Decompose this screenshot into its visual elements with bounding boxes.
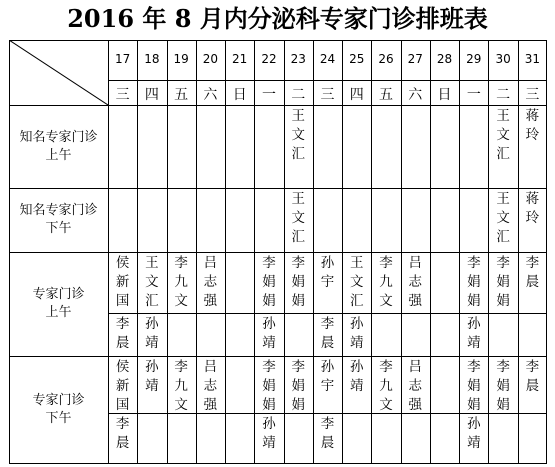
day-date: 29	[466, 52, 482, 66]
doctor-name-char: 王	[350, 255, 364, 271]
day-weekday: 日	[437, 87, 452, 103]
doctor-name-char: 孙	[320, 255, 335, 271]
doctor-name	[196, 358, 225, 413]
doctor-name	[313, 254, 342, 313]
corner-diagonal-line	[9, 40, 108, 105]
day-weekday: 六	[408, 87, 423, 103]
doctor-name-char: 孙	[320, 359, 335, 375]
doctor-name-char: 志	[408, 274, 423, 290]
doctor-name-char: 李	[467, 255, 481, 271]
doctor-name-char: 文	[291, 127, 305, 143]
doctor-name	[108, 254, 137, 313]
doctor-name-char: 李	[496, 255, 510, 271]
doctor-name-char: 王	[496, 191, 510, 207]
doctor-name-char: 娟	[467, 274, 481, 290]
day-date: 31	[524, 52, 540, 66]
doctor-name-char: 侯	[115, 255, 130, 271]
doctor-name-char: 新	[115, 378, 130, 394]
doctor-name-char: 孙	[262, 416, 276, 432]
doctor-name	[401, 254, 430, 313]
day-date: 26	[378, 52, 394, 66]
doctor-name-char: 文	[174, 397, 188, 413]
doctor-name	[488, 254, 517, 313]
doctor-name-char: 吕	[408, 255, 423, 271]
doctor-name-char: 宇	[320, 274, 335, 290]
day-weekday: 二	[496, 87, 511, 103]
doctor-name	[488, 358, 517, 413]
doctor-name	[518, 254, 547, 313]
doctor-name-char: 娟	[291, 293, 305, 309]
doctor-name-char: 蒋	[525, 191, 540, 207]
doctor-name-char: 李	[262, 359, 276, 375]
doctor-name	[342, 315, 371, 356]
doctor-name	[342, 358, 371, 413]
doctor-name-char: 王	[145, 255, 159, 271]
doctor-name-char: 李	[291, 359, 305, 375]
doctor-name-char: 李	[496, 359, 510, 375]
doctor-name-char: 靖	[467, 435, 481, 451]
doctor-name-char: 靖	[145, 378, 159, 394]
day-weekday: 一	[261, 87, 276, 103]
doctor-name-char: 侯	[115, 359, 130, 375]
doctor-name-char: 强	[203, 293, 218, 309]
doctor-name-char: 李	[174, 359, 188, 375]
doctor-name-char: 娟	[262, 293, 276, 309]
doctor-name-char: 宇	[320, 378, 335, 394]
doctor-name-char: 蒋	[525, 108, 540, 124]
doctor-name-char: 娟	[496, 293, 510, 309]
doctor-name-char: 文	[496, 210, 510, 226]
doctor-name-char: 孙	[145, 359, 159, 375]
doctor-name-char: 李	[379, 359, 393, 375]
doctor-name-char: 李	[262, 255, 276, 271]
day-weekday: 三	[320, 87, 335, 103]
doctor-name-char: 李	[379, 255, 393, 271]
doctor-name-char: 晨	[320, 335, 335, 351]
doctor-name-char: 娟	[467, 293, 481, 309]
doctor-name-char: 九	[379, 378, 393, 394]
doctor-name-char: 李	[115, 316, 130, 332]
doctor-name-char: 娟	[496, 397, 510, 413]
doctor-name-char: 强	[203, 397, 218, 413]
doctor-name	[371, 254, 400, 313]
doctor-name-char: 吕	[203, 255, 218, 271]
doctor-name-char: 娟	[467, 378, 481, 394]
doctor-name-char: 文	[496, 127, 510, 143]
doctor-name-char: 强	[408, 293, 423, 309]
doctor-name-char: 娟	[496, 274, 510, 290]
doctor-name-char: 吕	[203, 359, 218, 375]
doctor-name-char: 王	[291, 108, 305, 124]
doctor-name-char: 靖	[262, 435, 276, 451]
doctor-name-char: 李	[320, 316, 335, 332]
day-date: 28	[436, 52, 453, 66]
day-weekday: 三	[115, 87, 130, 103]
doctor-name	[284, 254, 313, 313]
day-date: 25	[349, 52, 365, 66]
doctor-name	[284, 190, 313, 252]
doctor-name-char: 靖	[467, 335, 481, 351]
doctor-name-char: 靖	[145, 335, 159, 351]
doctor-name-char: 娟	[262, 397, 276, 413]
doctor-name-char: 孙	[350, 316, 364, 332]
doctor-name	[137, 315, 166, 356]
doctor-name-char: 新	[115, 274, 130, 290]
doctor-name-char: 文	[350, 274, 364, 290]
doctor-name-char: 靖	[262, 335, 276, 351]
doctor-name	[167, 254, 196, 313]
doctor-name	[254, 315, 283, 356]
doctor-name-char: 汇	[496, 146, 510, 162]
day-date: 18	[144, 52, 160, 66]
day-weekday: 五	[379, 87, 394, 103]
doctor-name-char: 娟	[291, 378, 305, 394]
doctor-name-char: 文	[379, 397, 393, 413]
doctor-name-char: 汇	[291, 229, 305, 245]
doctor-name-char: 文	[174, 293, 188, 309]
doctor-name-char: 娟	[262, 378, 276, 394]
doctor-name	[371, 358, 400, 413]
doctor-name-char: 孙	[145, 316, 159, 332]
doctor-name	[313, 358, 342, 413]
doctor-name-char: 志	[408, 378, 423, 394]
doctor-name	[196, 254, 225, 313]
day-weekday: 四	[144, 87, 159, 103]
doctor-name-char: 李	[467, 359, 481, 375]
doctor-name-char: 靖	[350, 378, 364, 394]
doctor-name	[137, 358, 166, 413]
day-weekday: 日	[232, 87, 247, 103]
day-weekday: 三	[525, 87, 540, 103]
doctor-name-char: 娟	[291, 274, 305, 290]
day-weekday: 六	[203, 87, 218, 103]
doctor-name-char: 李	[525, 255, 540, 271]
doctor-name-char: 汇	[350, 293, 364, 309]
doctor-name	[488, 107, 517, 188]
day-weekday: 五	[174, 87, 189, 103]
doctor-name-char: 王	[496, 108, 510, 124]
doctor-name-char: 玲	[525, 127, 540, 143]
doctor-name	[401, 358, 430, 413]
doctor-name-char: 李	[115, 416, 130, 432]
day-date: 17	[114, 52, 131, 66]
doctor-name	[459, 254, 488, 313]
doctor-name-char: 汇	[145, 293, 159, 309]
doctor-name	[254, 358, 283, 413]
doctor-name	[108, 315, 137, 356]
doctor-name-char: 孙	[262, 316, 276, 332]
doctor-name-char: 孙	[467, 316, 481, 332]
doctor-name-char: 九	[379, 274, 393, 290]
doctor-name-char: 晨	[525, 274, 540, 290]
section-label: 知名专家门诊 上午	[19, 129, 98, 163]
doctor-name-char: 文	[379, 293, 393, 309]
doctor-name-char: 晨	[525, 378, 540, 394]
grid-line	[108, 313, 547, 314]
section-label: 知名专家门诊 下午	[19, 203, 98, 236]
doctor-name-char: 文	[291, 210, 305, 226]
day-date: 21	[232, 52, 248, 66]
doctor-name	[167, 358, 196, 413]
day-date: 22	[261, 52, 277, 66]
day-weekday: 四	[349, 87, 364, 103]
section-label: 专家门诊 下午	[32, 393, 85, 426]
doctor-name-char: 晨	[115, 335, 130, 351]
doctor-name-char: 志	[203, 274, 218, 290]
doctor-name	[313, 315, 342, 356]
doctor-name-char: 娟	[496, 378, 510, 394]
doctor-name-char: 靖	[350, 335, 364, 351]
doctor-name	[459, 358, 488, 413]
doctor-name-char: 文	[145, 274, 159, 290]
schedule-table	[9, 40, 547, 464]
doctor-name-char: 李	[525, 359, 540, 375]
doctor-name	[313, 415, 342, 464]
doctor-name-char: 晨	[115, 435, 130, 451]
doctor-name-char: 娟	[291, 397, 305, 413]
doctor-name-char: 国	[115, 293, 130, 309]
doctor-name-char: 玲	[525, 210, 540, 226]
day-date: 30	[495, 52, 511, 66]
day-date: 23	[290, 52, 306, 66]
doctor-name-char: 汇	[496, 229, 510, 245]
doctor-name-char: 孙	[467, 416, 481, 432]
doctor-name	[518, 107, 547, 188]
doctor-name	[284, 107, 313, 188]
doctor-name-char: 汇	[291, 146, 305, 162]
doctor-name-char: 李	[291, 255, 305, 271]
doctor-name-char: 志	[203, 378, 218, 394]
doctor-name	[459, 315, 488, 356]
schedule-title: 2016 年 8 月内分泌科专家门诊排班表	[67, 4, 488, 33]
doctor-name	[254, 415, 283, 464]
day-date: 19	[173, 52, 189, 66]
doctor-name	[342, 254, 371, 313]
doctor-name-char: 九	[174, 274, 188, 290]
section-label: 专家门诊 上午	[32, 287, 85, 320]
doctor-name	[254, 254, 283, 313]
doctor-name	[137, 254, 166, 313]
doctor-name-char: 国	[115, 397, 130, 413]
doctor-name-char: 李	[320, 416, 335, 432]
doctor-name-char: 九	[174, 378, 188, 394]
doctor-name-char: 娟	[262, 274, 276, 290]
doctor-name	[108, 358, 137, 413]
doctor-name	[108, 415, 137, 464]
doctor-name-char: 晨	[320, 435, 335, 451]
doctor-name	[518, 190, 547, 252]
doctor-name-char: 王	[291, 191, 305, 207]
grid-line	[108, 80, 547, 81]
doctor-name-char: 强	[408, 397, 423, 413]
doctor-name-char: 吕	[408, 359, 423, 375]
doctor-name	[518, 358, 547, 413]
doctor-name	[284, 358, 313, 413]
doctor-name	[459, 415, 488, 464]
day-weekday: 二	[291, 87, 306, 103]
day-date: 24	[319, 52, 336, 66]
day-date: 20	[202, 52, 219, 66]
corner-diagonal	[9, 40, 108, 105]
doctor-name	[488, 190, 517, 252]
day-date: 27	[407, 52, 423, 66]
doctor-name-char: 李	[174, 255, 188, 271]
doctor-name-char: 孙	[350, 359, 364, 375]
doctor-name-char: 娟	[467, 397, 481, 413]
day-weekday: 一	[466, 87, 481, 103]
